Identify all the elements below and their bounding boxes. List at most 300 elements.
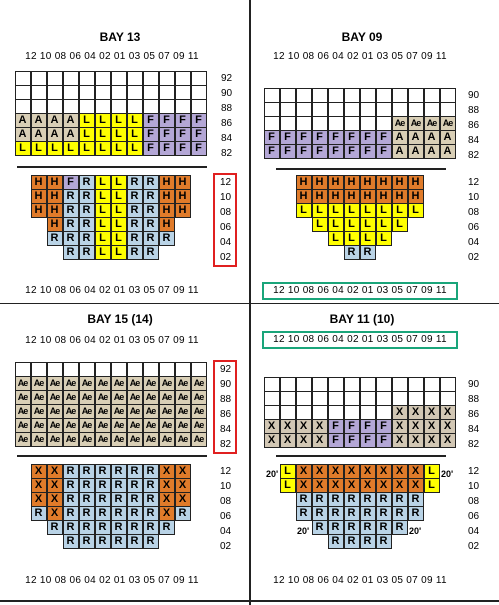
container-slot: Ae bbox=[47, 418, 63, 433]
container-slot: R bbox=[312, 492, 328, 507]
container-slot: A bbox=[392, 144, 408, 159]
container-slot: X bbox=[296, 419, 312, 434]
tier-label: 08 bbox=[468, 496, 480, 507]
container-slot: Ae bbox=[143, 376, 159, 391]
container-slot: R bbox=[159, 231, 175, 246]
container-slot bbox=[79, 71, 95, 86]
container-slot: Ae bbox=[95, 418, 111, 433]
container-slot: Ae bbox=[79, 376, 95, 391]
container-slot bbox=[175, 71, 191, 86]
tier-label: 10 bbox=[220, 481, 232, 492]
container-slot: L bbox=[47, 141, 63, 156]
container-slot: Ae bbox=[111, 390, 127, 405]
container-slot: Ae bbox=[47, 404, 63, 419]
container-slot bbox=[175, 85, 191, 100]
container-slot: R bbox=[111, 534, 127, 549]
container-slot: F bbox=[191, 127, 207, 142]
tier-label: 12 bbox=[220, 177, 232, 188]
container-slot: R bbox=[111, 492, 127, 507]
bay-09-deck-tiers bbox=[468, 88, 490, 163]
container-slot: R bbox=[360, 506, 376, 521]
tier-label: 86 bbox=[220, 409, 232, 420]
tier-label: 92 bbox=[220, 364, 232, 375]
container-slot: X bbox=[264, 419, 280, 434]
container-slot: Ae bbox=[15, 418, 31, 433]
container-slot bbox=[264, 116, 280, 131]
empty-slot bbox=[424, 175, 440, 190]
container-slot: L bbox=[360, 217, 376, 232]
container-slot: H bbox=[408, 189, 424, 204]
container-slot: A bbox=[63, 113, 79, 128]
container-slot: Ae bbox=[127, 418, 143, 433]
container-slot: H bbox=[344, 189, 360, 204]
container-slot: X bbox=[440, 405, 456, 420]
container-slot: H bbox=[296, 175, 312, 190]
empty-slot bbox=[15, 217, 31, 232]
container-slot: Ae bbox=[191, 404, 207, 419]
tier-label: 04 bbox=[220, 526, 232, 537]
container-slot: L bbox=[95, 231, 111, 246]
empty-slot bbox=[15, 189, 31, 204]
container-slot: L bbox=[111, 231, 127, 246]
container-slot: X bbox=[424, 405, 440, 420]
container-slot bbox=[392, 102, 408, 117]
empty-slot bbox=[31, 534, 47, 549]
empty-slot bbox=[424, 203, 440, 218]
container-slot: Ae bbox=[63, 432, 79, 447]
container-slot bbox=[360, 391, 376, 406]
empty-slot bbox=[296, 217, 312, 232]
container-slot bbox=[127, 71, 143, 86]
container-slot: L bbox=[79, 141, 95, 156]
container-slot: R bbox=[111, 464, 127, 479]
container-slot bbox=[424, 377, 440, 392]
container-slot bbox=[296, 116, 312, 131]
container-slot: A bbox=[440, 130, 456, 145]
container-slot bbox=[127, 362, 143, 377]
empty-slot bbox=[312, 245, 328, 260]
empty-slot bbox=[191, 217, 207, 232]
container-slot: X bbox=[360, 478, 376, 493]
bay-13-title: BAY 13 bbox=[99, 30, 141, 44]
tier-label: 06 bbox=[468, 222, 480, 233]
container-slot bbox=[360, 116, 376, 131]
container-slot: R bbox=[360, 534, 376, 549]
container-slot bbox=[296, 377, 312, 392]
empty-slot bbox=[424, 245, 440, 260]
container-slot: F bbox=[312, 144, 328, 159]
container-slot: Ae bbox=[143, 418, 159, 433]
container-slot: Ae bbox=[63, 404, 79, 419]
container-slot bbox=[376, 377, 392, 392]
container-slot: F bbox=[280, 130, 296, 145]
container-slot bbox=[296, 405, 312, 420]
container-slot: R bbox=[296, 506, 312, 521]
container-slot: L bbox=[111, 113, 127, 128]
tier-label: 90 bbox=[468, 90, 480, 101]
container-slot: L bbox=[111, 245, 127, 260]
container-slot: X bbox=[408, 464, 424, 479]
container-slot: R bbox=[127, 520, 143, 535]
empty-slot bbox=[440, 506, 456, 521]
container-slot: R bbox=[127, 175, 143, 190]
container-slot: H bbox=[296, 189, 312, 204]
container-slot: L bbox=[63, 141, 79, 156]
container-slot bbox=[95, 99, 111, 114]
container-slot: Ae bbox=[31, 390, 47, 405]
empty-slot bbox=[191, 203, 207, 218]
empty-slot bbox=[264, 520, 280, 535]
container-slot bbox=[63, 85, 79, 100]
container-slot bbox=[328, 88, 344, 103]
container-slot: Ae bbox=[175, 404, 191, 419]
container-slot: R bbox=[79, 464, 95, 479]
bay-15-deck-grid bbox=[15, 362, 207, 446]
empty-slot bbox=[191, 478, 207, 493]
container-slot: F bbox=[175, 127, 191, 142]
container-slot: R bbox=[79, 245, 95, 260]
tier-label: 08 bbox=[220, 496, 232, 507]
container-slot: R bbox=[143, 217, 159, 232]
container-slot: R bbox=[344, 492, 360, 507]
container-slot: R bbox=[127, 217, 143, 232]
container-slot: L bbox=[376, 217, 392, 232]
container-slot: R bbox=[143, 534, 159, 549]
container-slot: L bbox=[312, 217, 328, 232]
container-slot: F bbox=[328, 144, 344, 159]
empty-slot bbox=[159, 245, 175, 260]
container-slot: Ae bbox=[191, 390, 207, 405]
container-slot: X bbox=[31, 478, 47, 493]
empty-slot bbox=[440, 175, 456, 190]
empty-slot bbox=[424, 534, 440, 549]
container-slot bbox=[79, 362, 95, 377]
empty-slot bbox=[15, 203, 31, 218]
container-slot bbox=[15, 99, 31, 114]
empty-slot bbox=[175, 520, 191, 535]
container-slot: R bbox=[111, 506, 127, 521]
container-slot bbox=[344, 88, 360, 103]
container-slot: R bbox=[127, 534, 143, 549]
container-slot: L bbox=[111, 175, 127, 190]
container-slot: R bbox=[111, 478, 127, 493]
empty-slot bbox=[440, 203, 456, 218]
tier-label: 02 bbox=[468, 252, 480, 263]
container-slot: X bbox=[408, 405, 424, 420]
container-slot: R bbox=[328, 534, 344, 549]
container-slot: R bbox=[95, 464, 111, 479]
empty-slot bbox=[175, 534, 191, 549]
bay-11-rows-bottom: 12 10 08 06 04 02 01 03 05 07 09 11 bbox=[273, 575, 447, 586]
container-slot: X bbox=[328, 478, 344, 493]
container-slot: Ae bbox=[15, 376, 31, 391]
container-slot bbox=[264, 102, 280, 117]
container-slot: F bbox=[344, 130, 360, 145]
container-slot: R bbox=[79, 520, 95, 535]
container-slot: L bbox=[408, 203, 424, 218]
container-slot: R bbox=[376, 520, 392, 535]
container-slot: L bbox=[95, 113, 111, 128]
empty-slot bbox=[392, 231, 408, 246]
container-slot: Ae bbox=[408, 116, 424, 131]
empty-slot bbox=[264, 492, 280, 507]
container-slot: X bbox=[47, 464, 63, 479]
container-slot: Ae bbox=[175, 418, 191, 433]
container-slot: F bbox=[376, 433, 392, 448]
container-slot bbox=[360, 102, 376, 117]
tier-label: 10 bbox=[468, 192, 480, 203]
container-slot: L bbox=[344, 203, 360, 218]
container-slot: H bbox=[47, 217, 63, 232]
container-slot: R bbox=[63, 464, 79, 479]
container-slot: Ae bbox=[111, 376, 127, 391]
container-slot: F bbox=[312, 130, 328, 145]
container-slot: R bbox=[79, 492, 95, 507]
empty-slot bbox=[440, 534, 456, 549]
container-slot: R bbox=[376, 534, 392, 549]
empty-slot bbox=[280, 175, 296, 190]
container-slot: R bbox=[360, 245, 376, 260]
container-slot: Ae bbox=[95, 376, 111, 391]
container-slot: R bbox=[95, 506, 111, 521]
container-slot: F bbox=[360, 433, 376, 448]
container-slot: Ae bbox=[79, 404, 95, 419]
container-slot: A bbox=[424, 144, 440, 159]
tier-label: 84 bbox=[468, 424, 480, 435]
container-slot bbox=[31, 85, 47, 100]
tier-label: 12 bbox=[220, 466, 232, 477]
empty-slot bbox=[264, 506, 280, 521]
container-slot: Ae bbox=[175, 432, 191, 447]
container-slot: H bbox=[376, 189, 392, 204]
container-slot: X bbox=[280, 433, 296, 448]
empty-slot bbox=[191, 492, 207, 507]
container-slot: R bbox=[127, 203, 143, 218]
tier-label: 86 bbox=[468, 120, 480, 131]
bay-11-title: BAY 11 (10) bbox=[329, 312, 395, 326]
container-slot bbox=[111, 71, 127, 86]
container-slot bbox=[408, 391, 424, 406]
container-slot: H bbox=[159, 175, 175, 190]
container-slot bbox=[280, 88, 296, 103]
container-slot bbox=[280, 391, 296, 406]
container-slot: X bbox=[159, 506, 175, 521]
empty-slot bbox=[312, 534, 328, 549]
empty-slot bbox=[47, 245, 63, 260]
container-slot: R bbox=[328, 520, 344, 535]
bay-09-title: BAY 09 bbox=[341, 30, 383, 44]
bay-09-hold-tiers bbox=[468, 175, 490, 265]
container-slot: R bbox=[360, 520, 376, 535]
container-slot: Ae bbox=[143, 390, 159, 405]
empty-slot bbox=[15, 478, 31, 493]
container-slot: X bbox=[408, 478, 424, 493]
container-slot bbox=[344, 391, 360, 406]
container-slot: A bbox=[15, 127, 31, 142]
tier-label: 06 bbox=[220, 222, 232, 233]
tier-label: 02 bbox=[220, 252, 232, 263]
tier-label: 88 bbox=[468, 394, 480, 405]
container-slot bbox=[159, 99, 175, 114]
container-slot: R bbox=[143, 520, 159, 535]
container-slot bbox=[376, 391, 392, 406]
container-slot: Ae bbox=[95, 390, 111, 405]
container-slot bbox=[344, 116, 360, 131]
container-slot bbox=[95, 85, 111, 100]
container-slot: X bbox=[376, 478, 392, 493]
container-slot bbox=[79, 85, 95, 100]
container-slot: R bbox=[127, 478, 143, 493]
bay-15-rows-top: 12 10 08 06 04 02 01 03 05 07 09 11 bbox=[25, 335, 199, 346]
container-slot: X bbox=[47, 492, 63, 507]
container-slot: H bbox=[376, 175, 392, 190]
container-slot: R bbox=[63, 478, 79, 493]
container-slot: Ae bbox=[47, 432, 63, 447]
container-slot: L bbox=[392, 217, 408, 232]
container-slot bbox=[408, 377, 424, 392]
container-slot: R bbox=[111, 520, 127, 535]
container-slot: X bbox=[440, 419, 456, 434]
container-slot: A bbox=[63, 127, 79, 142]
container-slot: R bbox=[47, 231, 63, 246]
container-slot: X bbox=[312, 478, 328, 493]
container-slot: L bbox=[296, 203, 312, 218]
container-slot bbox=[47, 99, 63, 114]
container-slot: Ae bbox=[175, 376, 191, 391]
container-slot bbox=[344, 377, 360, 392]
container-slot: Ae bbox=[159, 404, 175, 419]
tier-label: 86 bbox=[468, 409, 480, 420]
container-slot: Ae bbox=[191, 432, 207, 447]
container-slot: R bbox=[95, 478, 111, 493]
container-slot bbox=[328, 102, 344, 117]
empty-slot bbox=[264, 478, 280, 493]
container-slot: L bbox=[111, 217, 127, 232]
container-slot: F bbox=[360, 144, 376, 159]
tier-label: 82 bbox=[221, 148, 233, 159]
container-slot: L bbox=[111, 203, 127, 218]
container-slot: R bbox=[344, 245, 360, 260]
container-slot: X bbox=[175, 492, 191, 507]
container-slot: L bbox=[328, 231, 344, 246]
container-slot: Ae bbox=[63, 390, 79, 405]
empty-slot bbox=[175, 245, 191, 260]
container-slot: H bbox=[175, 203, 191, 218]
container-slot: R bbox=[79, 534, 95, 549]
container-slot: R bbox=[392, 492, 408, 507]
container-slot: X bbox=[392, 478, 408, 493]
empty-slot bbox=[392, 534, 408, 549]
container-slot: L bbox=[95, 189, 111, 204]
container-slot bbox=[440, 377, 456, 392]
container-slot: A bbox=[47, 127, 63, 142]
empty-slot bbox=[15, 534, 31, 549]
bay-15-deck-tiers bbox=[220, 362, 242, 452]
empty-slot bbox=[175, 231, 191, 246]
empty-slot bbox=[15, 492, 31, 507]
empty-slot bbox=[280, 534, 296, 549]
container-slot: L bbox=[95, 127, 111, 142]
container-slot: L bbox=[95, 141, 111, 156]
container-slot bbox=[31, 99, 47, 114]
empty-slot bbox=[424, 506, 440, 521]
container-slot: Ae bbox=[159, 418, 175, 433]
container-slot: Ae bbox=[15, 432, 31, 447]
empty-slot bbox=[424, 217, 440, 232]
container-slot bbox=[408, 102, 424, 117]
container-slot: X bbox=[392, 419, 408, 434]
bay-13-hold-grid bbox=[15, 175, 207, 259]
container-slot: Ae bbox=[191, 418, 207, 433]
container-slot bbox=[264, 391, 280, 406]
empty-slot bbox=[440, 231, 456, 246]
container-slot bbox=[95, 362, 111, 377]
container-slot bbox=[31, 71, 47, 86]
bay-15-hold-grid bbox=[15, 464, 207, 548]
container-slot: L bbox=[111, 189, 127, 204]
container-slot bbox=[127, 85, 143, 100]
container-slot bbox=[175, 99, 191, 114]
empty-slot bbox=[31, 245, 47, 260]
tier-label: 08 bbox=[468, 207, 480, 218]
container-slot: Ae bbox=[63, 418, 79, 433]
container-slot: R bbox=[392, 520, 408, 535]
container-slot: F bbox=[143, 113, 159, 128]
empty-slot bbox=[31, 520, 47, 535]
horizontal-divider bbox=[0, 303, 499, 304]
container-slot: R bbox=[63, 189, 79, 204]
container-slot: L bbox=[280, 478, 296, 493]
bay-11-deck-grid bbox=[264, 377, 456, 447]
container-slot: R bbox=[79, 203, 95, 218]
container-slot: R bbox=[159, 520, 175, 535]
container-slot: R bbox=[392, 506, 408, 521]
empty-slot bbox=[408, 231, 424, 246]
empty-slot bbox=[264, 203, 280, 218]
container-slot: L bbox=[95, 245, 111, 260]
container-slot: X bbox=[31, 492, 47, 507]
container-slot: R bbox=[312, 506, 328, 521]
container-slot: R bbox=[328, 492, 344, 507]
container-slot: R bbox=[79, 506, 95, 521]
container-slot: L bbox=[127, 113, 143, 128]
tier-label: 02 bbox=[220, 541, 232, 552]
container-slot: Ae bbox=[159, 432, 175, 447]
tier-label: 06 bbox=[220, 511, 232, 522]
container-slot bbox=[376, 405, 392, 420]
container-slot bbox=[328, 391, 344, 406]
container-slot bbox=[111, 99, 127, 114]
container-slot bbox=[312, 377, 328, 392]
container-slot: F bbox=[360, 130, 376, 145]
tier-label: 90 bbox=[221, 88, 233, 99]
bay-15-hatch-line bbox=[17, 455, 207, 457]
empty-slot bbox=[440, 245, 456, 260]
container-slot bbox=[360, 377, 376, 392]
container-slot: L bbox=[344, 231, 360, 246]
container-slot: A bbox=[31, 113, 47, 128]
container-slot: L bbox=[31, 141, 47, 156]
container-slot: X bbox=[392, 433, 408, 448]
container-slot: R bbox=[31, 506, 47, 521]
empty-slot bbox=[15, 506, 31, 521]
tier-label: 06 bbox=[468, 511, 480, 522]
empty-slot bbox=[191, 231, 207, 246]
container-slot: X bbox=[392, 405, 408, 420]
empty-slot bbox=[15, 231, 31, 246]
empty-slot bbox=[392, 245, 408, 260]
container-slot bbox=[111, 362, 127, 377]
